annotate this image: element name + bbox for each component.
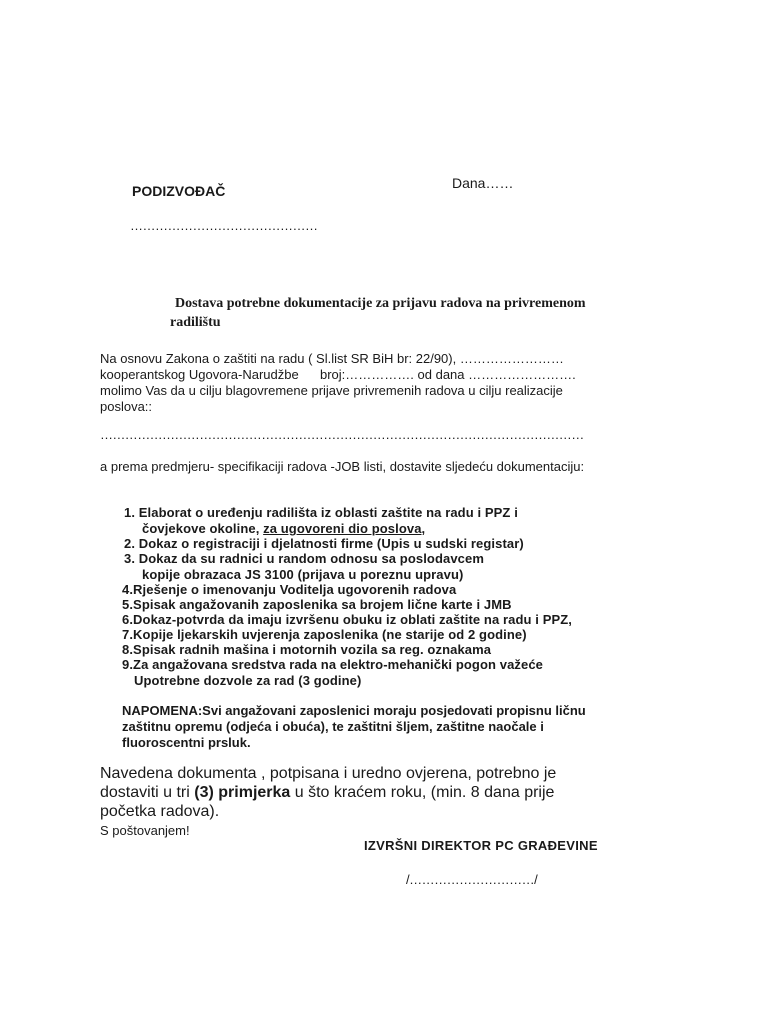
document-title-line1: Dostava potrebne dokumentacije za prijavu radova na privremenom (175, 296, 586, 311)
closing-line-2-emphasis: (3) primjerka (194, 784, 291, 801)
list-item-1: 1. Elaborat o uređenju radilišta iz oblasti zaštite na radu i PPZ i (124, 505, 518, 520)
intro-line-1: Na osnovu Zakona o zaštiti na radu ( Sl.list SR BiH br: 22/90), …………………… (100, 351, 564, 366)
document-title-line2: radilištu (170, 315, 221, 330)
list-item-2: 2. Dokaz o registraciji i djelatnosti firme (Upis u sudski registar) (124, 536, 524, 551)
intro-line-2a: kooperantskog Ugovora-Narudžbe (100, 367, 299, 382)
list-item-3: 3. Dokaz da su radnici u random odnosu sa poslodavcem (124, 551, 484, 566)
intro-line-2b: broj:……………. od dana ……………………. (320, 367, 576, 382)
contractor-label: PODIZVOĐAČ (132, 183, 226, 199)
signature-line: /…………………………/ (406, 872, 538, 887)
closing-line-2-c: u što kraćem roku, (min. 8 dana prije (290, 784, 555, 801)
closing-line-2 (100, 784, 554, 802)
list-item-3-cont: kopije obrazaca JS 3100 (prijava u poreznu upravu) (142, 567, 464, 582)
intro-line-4: poslova:: (100, 399, 153, 414)
intro-dotted-line: ……………………………………………………………………………………………………… (100, 427, 584, 442)
note-line-3: fluoroscentni prsluk. (122, 735, 251, 750)
note-line-1: NAPOMENA:Svi angažovani zaposlenici moraju posjedovati propisnu ličnu (122, 703, 586, 718)
list-item-6: 6.Dokaz-potvrda da imaju izvršenu obuku iz oblati zaštite na radu i PPZ, (122, 612, 573, 627)
list-item-1-cont-b: za ugovoreni dio poslova, (263, 521, 426, 536)
list-item-9-cont: Upotrebne dozvole za rad (3 godine) (134, 673, 362, 688)
closing-line-3: početka radova). (100, 803, 220, 820)
note-line-2: zaštitnu opremu (odjeća i obuća), te zaštitni šljem, zaštitne naočale i (122, 719, 544, 734)
list-item-5: 5.Spisak angažovanih zaposlenika sa brojem lične karte i JMB (122, 597, 512, 612)
list-item-4: 4.Rješenje o imenovanju Voditelja ugovorenih radova (122, 582, 457, 597)
closing-line-1: Navedena dokumenta , potpisana i uredno ovjerena, potrebno je (100, 765, 557, 782)
regards: S poštovanjem! (100, 823, 190, 838)
contractor-blank-line: ……………………………………… (130, 218, 318, 233)
date-field: Dana…… (452, 175, 514, 191)
list-item-1-cont-a: čovjekove okoline, (142, 521, 264, 536)
request-line: a prema predmjeru- specifikaciji radova -JOB listi, dostavite sljedeću dokumentaciju: (100, 459, 585, 474)
list-item-7: 7.Kopije ljekarskih uvjerenja zaposlenika (ne starije od 2 godine) (122, 627, 527, 642)
signatory-title: IZVRŠNI DIREKTOR PC GRAĐEVINE (364, 838, 598, 853)
closing-line-2-a: dostaviti u tri (100, 784, 195, 801)
list-item-9: 9.Za angažovana sredstva rada na elektro-mehanički pogon važeće (122, 657, 544, 672)
intro-line-3: molimo Vas da u cilju blagovremene prijave privremenih radova u cilju realizacije (100, 383, 563, 398)
list-item-1-cont (142, 521, 425, 536)
list-item-8: 8.Spisak radnih mašina i motornih vozila sa reg. oznakama (122, 642, 492, 657)
